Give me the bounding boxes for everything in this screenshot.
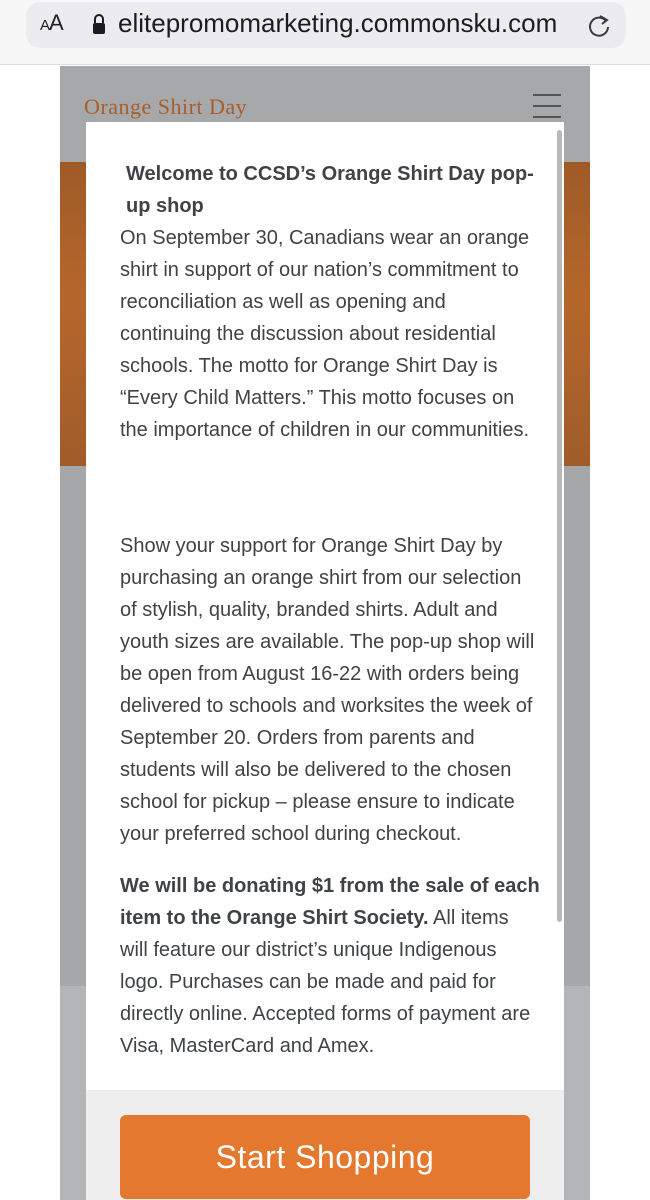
intro-paragraph: On September 30, Canadians wear an orange shirt in support of our nation’s commitment to reconciliation as well as opening and continuing the discussion about residential schools. The motto for Orange Shirt Day is “Every Child Matters.” This motto focuses on the importance of children in our communities. bbox=[120, 227, 530, 441]
hamburger-menu-icon[interactable] bbox=[533, 94, 561, 120]
reload-icon[interactable] bbox=[586, 12, 612, 38]
url-field[interactable] bbox=[26, 2, 626, 48]
site-title[interactable]: Orange Shirt Day bbox=[84, 94, 248, 119]
browser-address-bar bbox=[0, 0, 650, 65]
lock-icon bbox=[92, 13, 106, 35]
welcome-modal bbox=[86, 122, 564, 1200]
donation-paragraph bbox=[120, 870, 540, 1062]
modal-footer bbox=[86, 1090, 564, 1200]
modal-scrollbar[interactable] bbox=[557, 130, 562, 922]
text-size-button[interactable] bbox=[40, 10, 63, 36]
modal-body bbox=[120, 158, 540, 1062]
modal-title: Welcome to CCSD’s Orange Shirt Day pop-up shop bbox=[126, 163, 534, 217]
url-text: elitepromomarketing.commonsku.com bbox=[118, 8, 558, 38]
donation-details: All items will feature our district’s unique Indigenous logo. Purchases can be made and paid for directly online. Accepted forms of payment are Visa, MasterCard and Amex. bbox=[120, 907, 531, 1057]
start-shopping-button[interactable]: Start Shopping bbox=[120, 1115, 530, 1199]
details-paragraph: Show your support for Orange Shirt Day by purchasing an orange shirt from our selection of stylish, quality, branded shirts. Adult and youth sizes are available. The pop-up shop will be open from August 16-22 with orders being delivered to schools and worksites the week of September 20. Orders from parents and students will also be delivered to the chosen school for pickup – please ensure to indicate your preferred school during checkout. bbox=[120, 535, 535, 845]
text-size-small-label: A bbox=[40, 17, 50, 34]
text-size-large-label: A bbox=[49, 10, 63, 35]
donation-highlight: We will be donating $1 from the sale of each item to the Orange Shirt Society. bbox=[120, 875, 540, 929]
